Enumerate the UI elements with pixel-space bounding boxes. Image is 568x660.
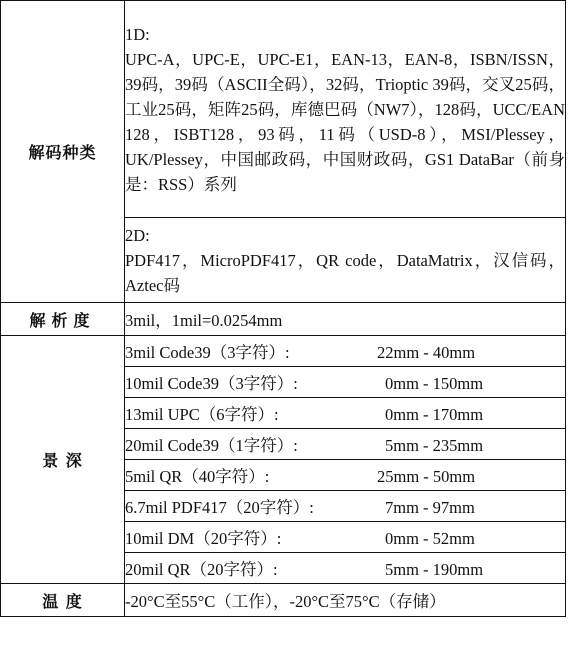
decode-2d-heading: 2D: — [125, 225, 150, 245]
dof-item-name: 20mil Code39（1字符）: — [125, 436, 298, 455]
dof-item-range: 7mm - 97mm — [385, 498, 475, 517]
dof-item-name: 5mil QR（40字符）: — [125, 467, 270, 486]
dof-item-name: 20mil QR（20字符）: — [125, 560, 278, 579]
dof-item — [125, 522, 566, 553]
dof-item-name: 10mil Code39（3字符）: — [125, 374, 298, 393]
dof-item — [125, 429, 566, 460]
dof-row — [1, 336, 566, 367]
dof-item — [125, 460, 566, 491]
decode-1d-row — [1, 1, 566, 218]
dof-item — [125, 553, 566, 584]
dof-item-range: 22mm - 40mm — [377, 343, 476, 362]
decode-1d-list: UPC-A，UPC-E，UPC-E1，EAN-13，EAN-8，ISBN/ISSN，39码，39码（ASCII全码），32码，Trioptic 39码，交叉25码，工业25码，矩阵25码，库德巴码（NW7），128码，UCC/EAN 128，ISBT128，93码，11码（USD-8），MSI/Plessey，UK/Plessey，中国邮政码，中国财政码，GS1 DataBar（前身是：RSS）系列 — [125, 49, 565, 194]
dof-item-range: 5mm - 235mm — [385, 436, 484, 455]
dof-item — [125, 398, 566, 429]
decode-2d-list: PDF417，MicroPDF417，QR code，DataMatrix，汉信码，Aztec码 — [125, 250, 565, 295]
dof-item-range: 0mm - 170mm — [385, 405, 484, 424]
resolution-row — [1, 303, 566, 336]
decode-2d-cell — [125, 218, 566, 303]
temperature-value: -20°C至55°C（工作），-20°C至75°C（存储） — [125, 584, 566, 617]
dof-item-name: 13mil UPC（6字符）: — [125, 405, 279, 424]
dof-item — [125, 491, 566, 522]
dof-item-range: 0mm - 52mm — [385, 529, 475, 548]
dof-item-range: 25mm - 50mm — [377, 467, 476, 486]
dof-item-name: 6.7mil PDF417（20字符）: — [125, 498, 314, 517]
dof-item — [125, 336, 566, 367]
dof-item-name: 3mil Code39（3字符）: — [125, 343, 290, 362]
dof-item — [125, 367, 566, 398]
decode-types-label: 解码种类 — [1, 1, 125, 303]
depth-of-field-label: 景 深 — [1, 336, 125, 584]
dof-item-range: 0mm - 150mm — [385, 374, 484, 393]
decode-1d-cell — [125, 1, 566, 218]
temperature-label: 温 度 — [1, 584, 125, 617]
resolution-value: 3mil，1mil=0.0254mm — [125, 303, 566, 336]
resolution-label: 解析度 — [1, 303, 125, 336]
decode-1d-heading: 1D: — [125, 24, 150, 44]
dof-item-name: 10mil DM（20字符）: — [125, 529, 282, 548]
dof-item-range: 5mm - 190mm — [385, 560, 484, 579]
temperature-row — [1, 584, 566, 617]
